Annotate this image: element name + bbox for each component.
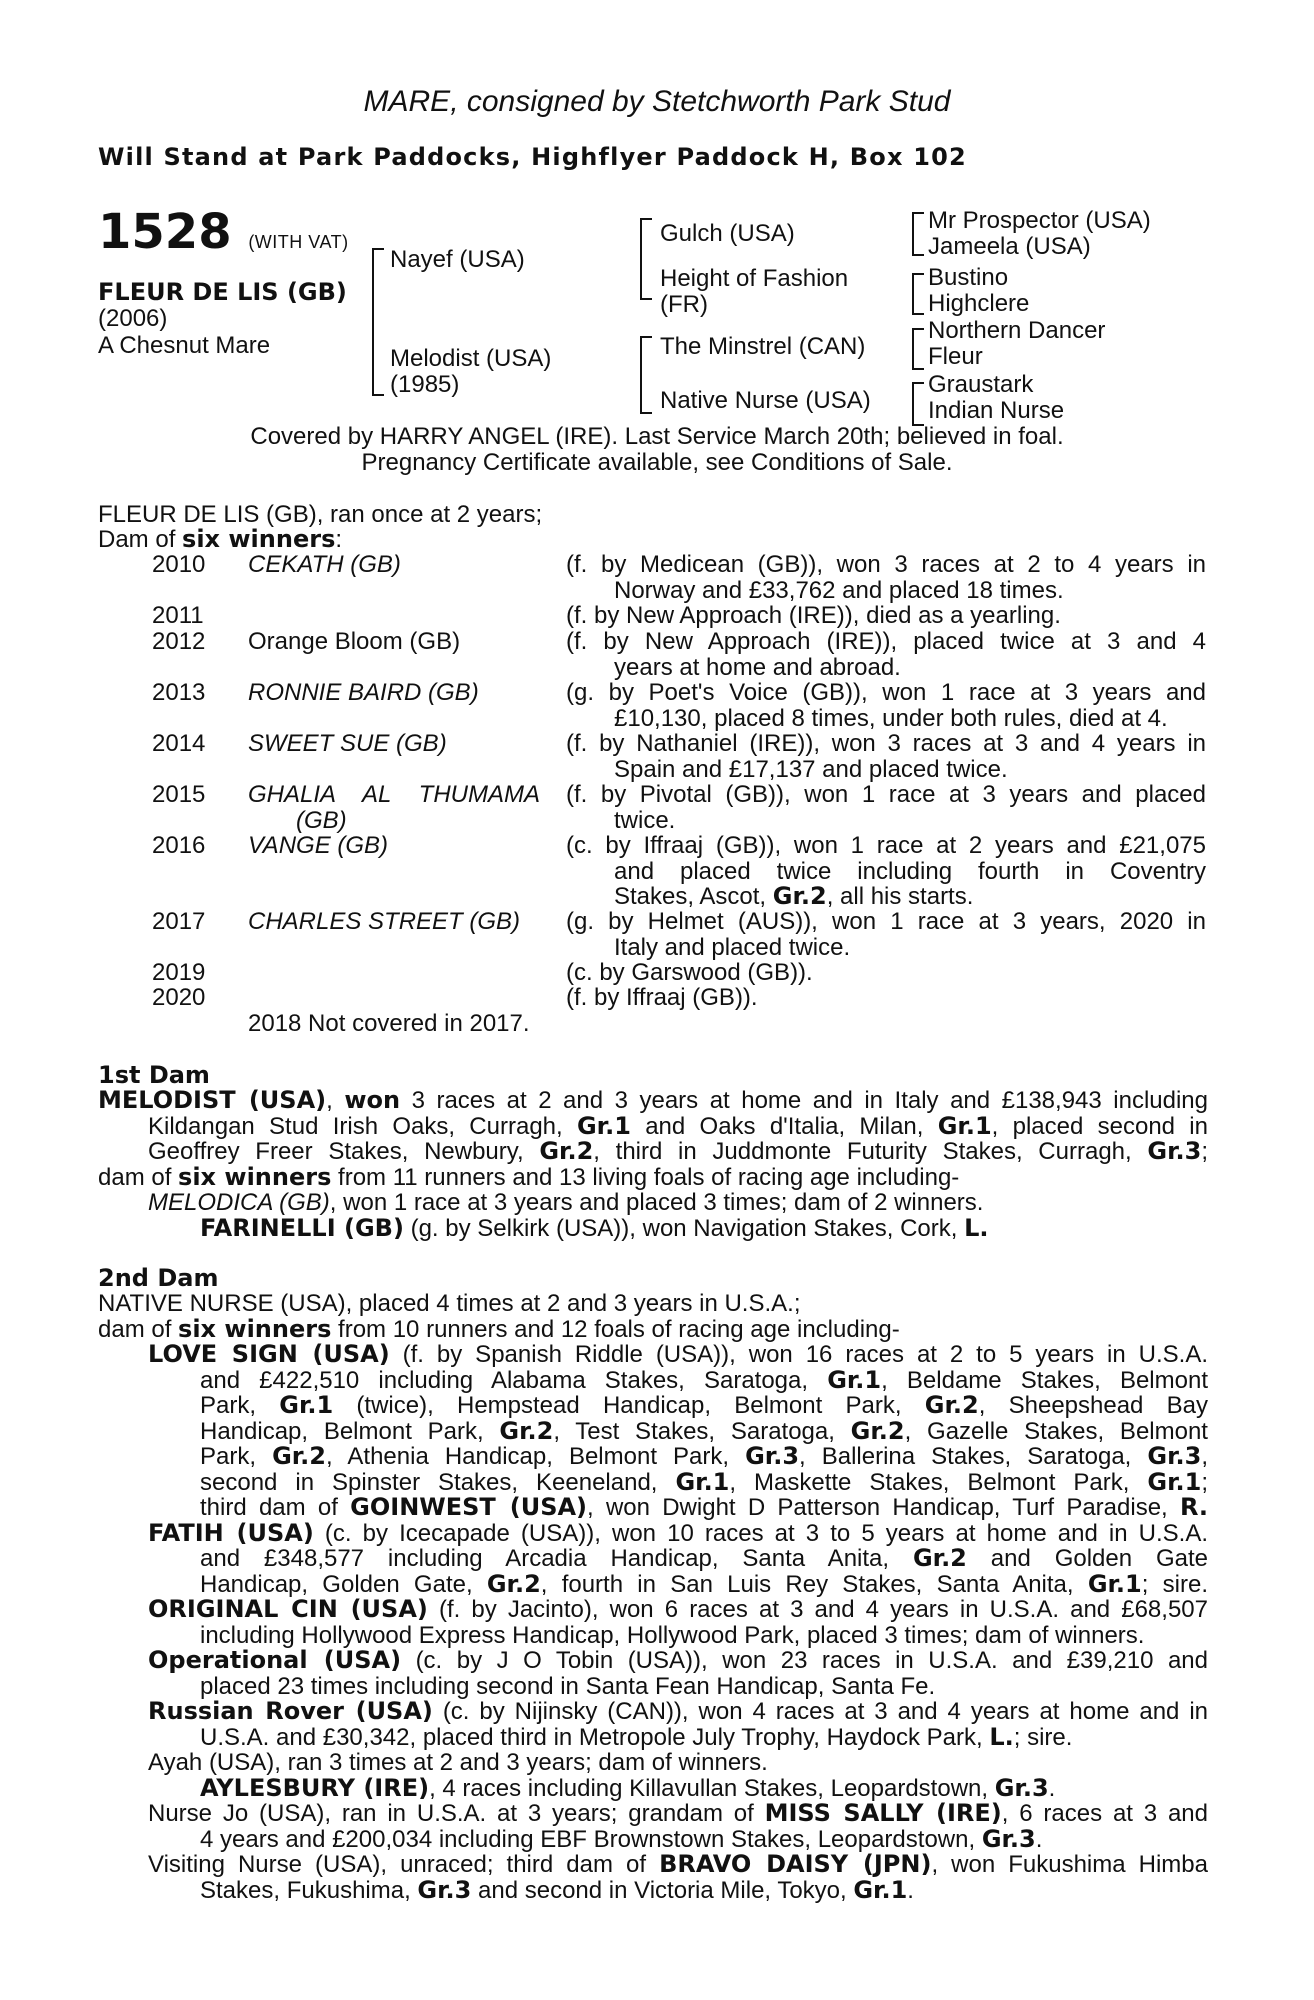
pedigree-dam: Melodist (USA) (390, 345, 552, 372)
produce-desc (566, 960, 1206, 986)
pedigree-sss: Mr Prospector (USA) (928, 207, 1151, 234)
grade-label: Gr.2 (912, 1544, 967, 1572)
second-dam-section (98, 1291, 1208, 1903)
entry-line (98, 1801, 1208, 1827)
entry-line (98, 1648, 1208, 1674)
dam-text: from 11 runners and 13 living foals of racing age including- (331, 1163, 960, 1191)
dam-text: second in Spinster Stakes, Keeneland, (200, 1468, 676, 1496)
won-label: won (344, 1086, 401, 1114)
vat-note: (WITH VAT) (248, 232, 349, 252)
dam-text: ; (1201, 1138, 1208, 1165)
pedigree-brace (912, 328, 924, 370)
produce-desc (566, 909, 1206, 960)
first-dam-section (98, 1088, 1208, 1241)
produce-desc-line: £10,130, placed 8 times, under both rules, died at 4. (614, 704, 1168, 732)
produce-desc-line: Spain and £17,137 and placed twice. (614, 755, 1008, 783)
produce-desc-line: and placed twice including fourth in Coventry (614, 857, 1206, 885)
grade-label: Gr.3 (417, 1875, 472, 1904)
dam-text: , won Dwight D Patterson Handicap, Turf Paradise, (587, 1494, 1180, 1521)
grade-label: Gr.1 (1147, 1467, 1202, 1496)
dam-text: Handicap, Golden Gate, (200, 1570, 487, 1598)
dam-text: ; (1201, 1468, 1208, 1496)
horse-name: FLEUR DE LIS (GB) (98, 278, 347, 306)
stand-location: Will Stand at Park Paddocks, Highflyer Paddock H, Box 102 (98, 143, 967, 171)
produce-desc (566, 603, 1206, 629)
entry-line (98, 1518, 1208, 1547)
love-sign-entry (98, 1342, 1208, 1521)
entry-line (98, 1722, 1208, 1751)
lot-number-row (98, 206, 349, 268)
produce-desc (566, 833, 1206, 910)
dam-text: Park, (200, 1443, 273, 1470)
dam-text: Visiting Nurse (USA), unraced; third dam of (148, 1851, 660, 1878)
produce-name: Orange Bloom (GB) (248, 628, 461, 655)
grade-label: R. (1179, 1493, 1209, 1521)
produce-year: 2014 (152, 730, 206, 757)
grade-label: Gr.1 (827, 1365, 882, 1394)
dam-text: (c. by J O Tobin (USA)), won 23 races in U.S.A. and £39,210 and (401, 1647, 1208, 1674)
dam-text: (g. by Selkirk (USA)), won Navigation Stakes, Cork, (403, 1214, 965, 1242)
offspring-name: GOINWEST (USA) (350, 1493, 588, 1521)
grade-label: Gr.3 (994, 1773, 1049, 1802)
dam-of-colon: : (335, 526, 343, 553)
dam-text: 4 years and £200,034 including EBF Brownstown Stakes, Leopardstown, (200, 1825, 982, 1853)
produce-desc-line: Norway and £33,762 and placed 18 times. (614, 576, 1064, 604)
pedigree-dds: Graustark (928, 371, 1034, 398)
grade-label: Gr.1 (937, 1111, 992, 1140)
dam-text: U.S.A. and £30,342, placed third in Metropole July Trophy, Haydock Park, (200, 1723, 990, 1751)
dam-of-bold: six winners (182, 525, 336, 553)
produce-desc-line: (f. by Nathaniel (IRE)), won 3 races at 3 and 4 years in (566, 730, 1206, 757)
entry-line (200, 1416, 1208, 1445)
dam-text: (f. by Jacinto), won 6 races at 3 and 4 years in U.S.A. and £68,507 (427, 1596, 1208, 1623)
entry-line (98, 1597, 1208, 1623)
pedigree-brace (912, 212, 924, 256)
pedigree-sds: Bustino (928, 264, 1009, 291)
dam-text: dam of (98, 1315, 179, 1343)
offspring-name: MISS SALLY (IRE) (764, 1799, 1002, 1827)
dam-text: third dam of (200, 1494, 351, 1521)
pedigree-dd: Native Nurse (USA) (660, 387, 871, 414)
produce-name: SWEET SUE (GB) (248, 730, 447, 757)
dam-text: Kildangan Stud Irish Oaks, Curragh, (148, 1112, 577, 1140)
first-dam-line (98, 1139, 1208, 1165)
entry-line (200, 1365, 1208, 1394)
entry-line (98, 1824, 1208, 1853)
entry-line (200, 1444, 1208, 1470)
pedigree-brace (912, 382, 924, 426)
dam-text: , (1201, 1443, 1208, 1470)
dam-text: (twice), Hempstead Handicap, Belmont Park, (333, 1392, 925, 1419)
dam-text: Nurse Jo (USA), ran in U.S.A. at 3 years; grandam of (148, 1800, 765, 1827)
entry-line (98, 1699, 1208, 1725)
winners-label: six winners (178, 1314, 332, 1343)
dam-text: , Maskette Stakes, Belmont Park, (729, 1468, 1148, 1496)
entry-line (98, 1852, 1208, 1878)
dam-text: , Ballerina Stakes, Saratoga, (799, 1443, 1148, 1470)
produce-name: RONNIE BAIRD (GB) (248, 679, 479, 706)
produce-desc-line: (f. by Medicean (GB)), won 3 races at 2 to 4 years in (566, 551, 1206, 578)
produce-desc (566, 782, 1206, 833)
entry-line: Ayah (USA), ran 3 times at 2 and 3 years; dam of winners. (148, 1749, 768, 1776)
second-dam-line (98, 1314, 1208, 1343)
produce-year: 2013 (152, 679, 206, 706)
offspring-name: Operational (USA) (148, 1646, 402, 1674)
produce-desc-line: (f. by Pivotal (GB)), won 1 race at 3 years and placed (566, 781, 1206, 808)
dam-text: (f. by Spanish Riddle (USA)), won 16 races at 2 to 5 years in U.S.A. (389, 1341, 1208, 1368)
dam-text: ; sire. (1141, 1570, 1208, 1598)
offspring-name: LOVE SIGN (USA) (148, 1340, 390, 1368)
grade-label: Gr.3 (1147, 1137, 1202, 1165)
produce-year: 2016 (152, 832, 206, 859)
horse-description: A Chesnut Mare (98, 332, 271, 359)
dam-text: . (907, 1876, 914, 1904)
dam-text: , Athenia Handicap, Belmont Park, (326, 1443, 746, 1470)
offspring-name: FARINELLI (GB) (200, 1213, 404, 1242)
dam-text: Park, (200, 1392, 280, 1419)
grade-label: Gr.2 (924, 1391, 979, 1419)
entry-line (200, 1546, 1208, 1572)
grade-label: Gr.2 (486, 1569, 541, 1598)
dam-text: . (1048, 1774, 1056, 1802)
produce-name: GHALIA AL THUMAMA (248, 781, 540, 808)
second-dam-heading: 2nd Dam (98, 1264, 219, 1292)
dam-text: . (1035, 1825, 1043, 1853)
produce-desc-line: twice. (614, 806, 676, 834)
grade-label: L. (964, 1213, 989, 1242)
dam-text: , won Fukushima Himba (931, 1851, 1208, 1878)
dam-text: (c. by Icecapade (USA)), won 10 races at 3 to 5 years at home and in U.S.A. (313, 1519, 1208, 1547)
grade-label: Gr.1 (279, 1391, 334, 1419)
entry-line (200, 1495, 1208, 1521)
race-record: FLEUR DE LIS (GB), ran once at 2 years; (98, 501, 543, 528)
grade-label: Gr.3 (745, 1442, 800, 1470)
entry-body (98, 1546, 1208, 1597)
produce-year: 2015 (152, 781, 206, 808)
pedigree-ds: The Minstrel (CAN) (660, 333, 866, 360)
produce-year: 2017 (152, 908, 206, 935)
offspring-name: Russian Rover (USA) (148, 1697, 433, 1725)
pedigree-ddd: Indian Nurse (928, 397, 1065, 424)
pedigree-dam-year: (1985) (390, 371, 460, 398)
produce-desc-line (566, 884, 1206, 910)
produce-year: 2019 (152, 959, 206, 986)
dam-text: and £422,510 including Alabama Stakes, Saratoga, (200, 1366, 828, 1394)
grade-label: Gr.3 (1147, 1442, 1202, 1470)
pedigree-sdd: Highclere (928, 290, 1030, 317)
pedigree-sd: Height of Fashion (660, 265, 849, 292)
pedigree-brace (372, 248, 384, 396)
produce-year: 2020 (152, 984, 206, 1011)
dam-text: and Golden Gate (966, 1545, 1209, 1572)
produce-desc (566, 680, 1206, 731)
pregnancy-line: Pregnancy Certificate available, see Conditions of Sale. (361, 449, 953, 476)
second-dam-line: NATIVE NURSE (USA), placed 4 times at 2 and 3 years in U.S.A.; (98, 1290, 801, 1317)
entry-line: placed 23 times including second in Santa Fean Handicap, Santa Fe. (200, 1672, 936, 1700)
entry-line: including Hollywood Express Handicap, Hollywood Park, placed 3 times; dam of winners. (200, 1621, 1145, 1649)
grade-label: Gr.2 (499, 1416, 554, 1445)
grade-label: Gr.2 (539, 1137, 594, 1165)
produce-name: CEKATH (GB) (248, 551, 401, 578)
produce-desc-line: Italy and placed twice. (614, 933, 851, 961)
grade-label: L. (989, 1722, 1014, 1751)
produce-year: 2011 (152, 602, 204, 629)
covered-line: Covered by HARRY ANGEL (IRE). Last Service March 20th; believed in foal. (250, 423, 1064, 450)
produce-desc-line: (f. by Iffraaj (GB)). (566, 984, 758, 1011)
dam-text: and £348,577 including Arcadia Handicap, Santa Anita, (200, 1545, 913, 1572)
first-dam-heading: 1st Dam (98, 1061, 210, 1089)
grade-label: Gr.1 (576, 1111, 631, 1140)
dam-text: , 6 races at 3 and (1001, 1800, 1208, 1827)
produce-desc (566, 985, 1206, 1011)
pedigree-sire: Nayef (USA) (390, 246, 525, 273)
grade-label: Gr.2 (772, 882, 827, 910)
offspring-name: AYLESBURY (IRE) (200, 1773, 430, 1802)
grade-label: Gr.2 (272, 1442, 326, 1470)
produce-name: CHARLES STREET (GB) (248, 908, 521, 935)
not-covered-note: 2018 Not covered in 2017. (248, 1010, 530, 1037)
grade-label: Gr.1 (853, 1875, 908, 1904)
dam-text: Geoffrey Freer Stakes, Newbury, (148, 1138, 540, 1165)
dam-text: , Test Stakes, Saratoga, (553, 1417, 851, 1445)
offspring-name: BRAVO DAISY (JPN) (659, 1850, 932, 1878)
dam-name: MELODIST (USA) (98, 1086, 327, 1114)
dam-text: dam of (98, 1163, 179, 1191)
dam-text: , Sheepshead Bay (978, 1392, 1208, 1419)
dam-text: , Beldame Stakes, Belmont (881, 1366, 1208, 1394)
desc-text: Stakes, Ascot, (614, 883, 773, 910)
entry-line (98, 1342, 1208, 1368)
offspring-name: FATIH (USA) (148, 1518, 314, 1547)
winners-label: six winners (178, 1162, 332, 1191)
produce-desc-line: (c. by Garswood (GB)). (566, 959, 813, 986)
page-title: MARE, consigned by Stetchworth Park Stud (363, 85, 951, 118)
dam-text: , 4 races including Killavullan Stakes, Leopardstown, (429, 1774, 995, 1802)
grade-label: Gr.3 (981, 1824, 1036, 1853)
pedigree-ssd: Jameela (USA) (928, 233, 1091, 260)
produce-record (0, 551, 1314, 1037)
pedigree-dss: Northern Dancer (928, 317, 1106, 344)
entry-body (98, 1365, 1209, 1521)
dam-text: ; sire. (1013, 1723, 1073, 1751)
horse-year: (2006) (98, 305, 168, 332)
dam-text: from 10 runners and 12 foals of racing age including- (331, 1315, 900, 1343)
offspring-name: ORIGINAL CIN (USA) (148, 1595, 428, 1623)
pedigree-ss: Gulch (USA) (660, 220, 795, 247)
produce-name-cont: (GB) (296, 807, 347, 834)
first-dam-line (98, 1190, 1208, 1216)
produce-name: VANGE (GB) (248, 832, 389, 859)
dam-text: , won 1 race at 3 years and placed 3 times; dam of 2 winners. (329, 1189, 984, 1216)
pedigree-dsd: Fleur (928, 343, 983, 370)
first-dam-line (98, 1111, 1208, 1140)
dam-text: , third in Juddmonte Futurity Stakes, Curragh, (593, 1138, 1148, 1165)
grade-label: Gr.1 (1087, 1569, 1142, 1598)
pedigree-brace (640, 336, 652, 414)
produce-desc-line: (g. by Poet's Voice (GB)), won 1 race at 3 years and (566, 679, 1206, 706)
first-dam-line: MELODIST (USA), won 3 races at 2 and 3 years at home and in Italy and £138,943 including (98, 1086, 1208, 1114)
dam-text: , Gazelle Stakes, Belmont (904, 1417, 1208, 1445)
produce-desc (566, 731, 1206, 782)
pedigree-brace (640, 218, 652, 300)
entry-line (200, 1393, 1208, 1419)
produce-desc (566, 552, 1206, 603)
dam-text: (c. by Nijinsky (CAN)), won 4 races at 3 and 4 years at home and in (432, 1698, 1208, 1725)
dam-of-text: Dam of (98, 526, 183, 553)
pedigree-brace (912, 273, 924, 315)
produce-desc-line: (g. by Helmet (AUS)), won 1 race at 3 years, 2020 in (566, 908, 1206, 935)
entry-line (98, 1875, 1208, 1904)
grade-label: Gr.1 (675, 1467, 730, 1496)
pedigree-sd-country: (FR) (660, 291, 708, 318)
first-dam-line (98, 1162, 1208, 1191)
grade-label: Gr.2 (850, 1416, 905, 1445)
entry-line (200, 1467, 1208, 1496)
entry-line (200, 1569, 1208, 1598)
produce-year: 2012 (152, 628, 206, 655)
produce-desc-line: (c. by Iffraaj (GB)), won 1 race at 2 years and £21,075 (566, 832, 1206, 859)
lot-number: 1528 (98, 204, 232, 260)
produce-desc (566, 629, 1206, 680)
dam-text: Handicap, Belmont Park, (200, 1417, 500, 1445)
dam-text: Stakes, Fukushima, (200, 1876, 418, 1904)
dam-text: and Oaks d'Italia, Milan, (630, 1112, 938, 1140)
dam-text: and second in Victoria Mile, Tokyo, (471, 1876, 854, 1904)
offspring-name: MELODICA (GB) (148, 1189, 330, 1216)
produce-desc-line: (f. by New Approach (IRE)), died as a yearling. (566, 602, 1061, 629)
entry-line (98, 1773, 1208, 1802)
produce-desc-line: (f. by New Approach (IRE)), placed twice at 3 and 4 (566, 628, 1206, 655)
dam-text: 3 races at 2 and 3 years at home and in Italy and £138,943 including (400, 1087, 1208, 1114)
first-dam-line (98, 1213, 1208, 1242)
dam-text: , fourth in San Luis Rey Stakes, Santa Anita, (540, 1570, 1088, 1598)
dam-of-line (98, 527, 342, 553)
produce-year: 2010 (152, 551, 206, 578)
dam-text: , placed second in (991, 1112, 1208, 1140)
desc-text: , all his starts. (826, 883, 974, 910)
produce-desc-line: years at home and abroad. (614, 653, 901, 681)
